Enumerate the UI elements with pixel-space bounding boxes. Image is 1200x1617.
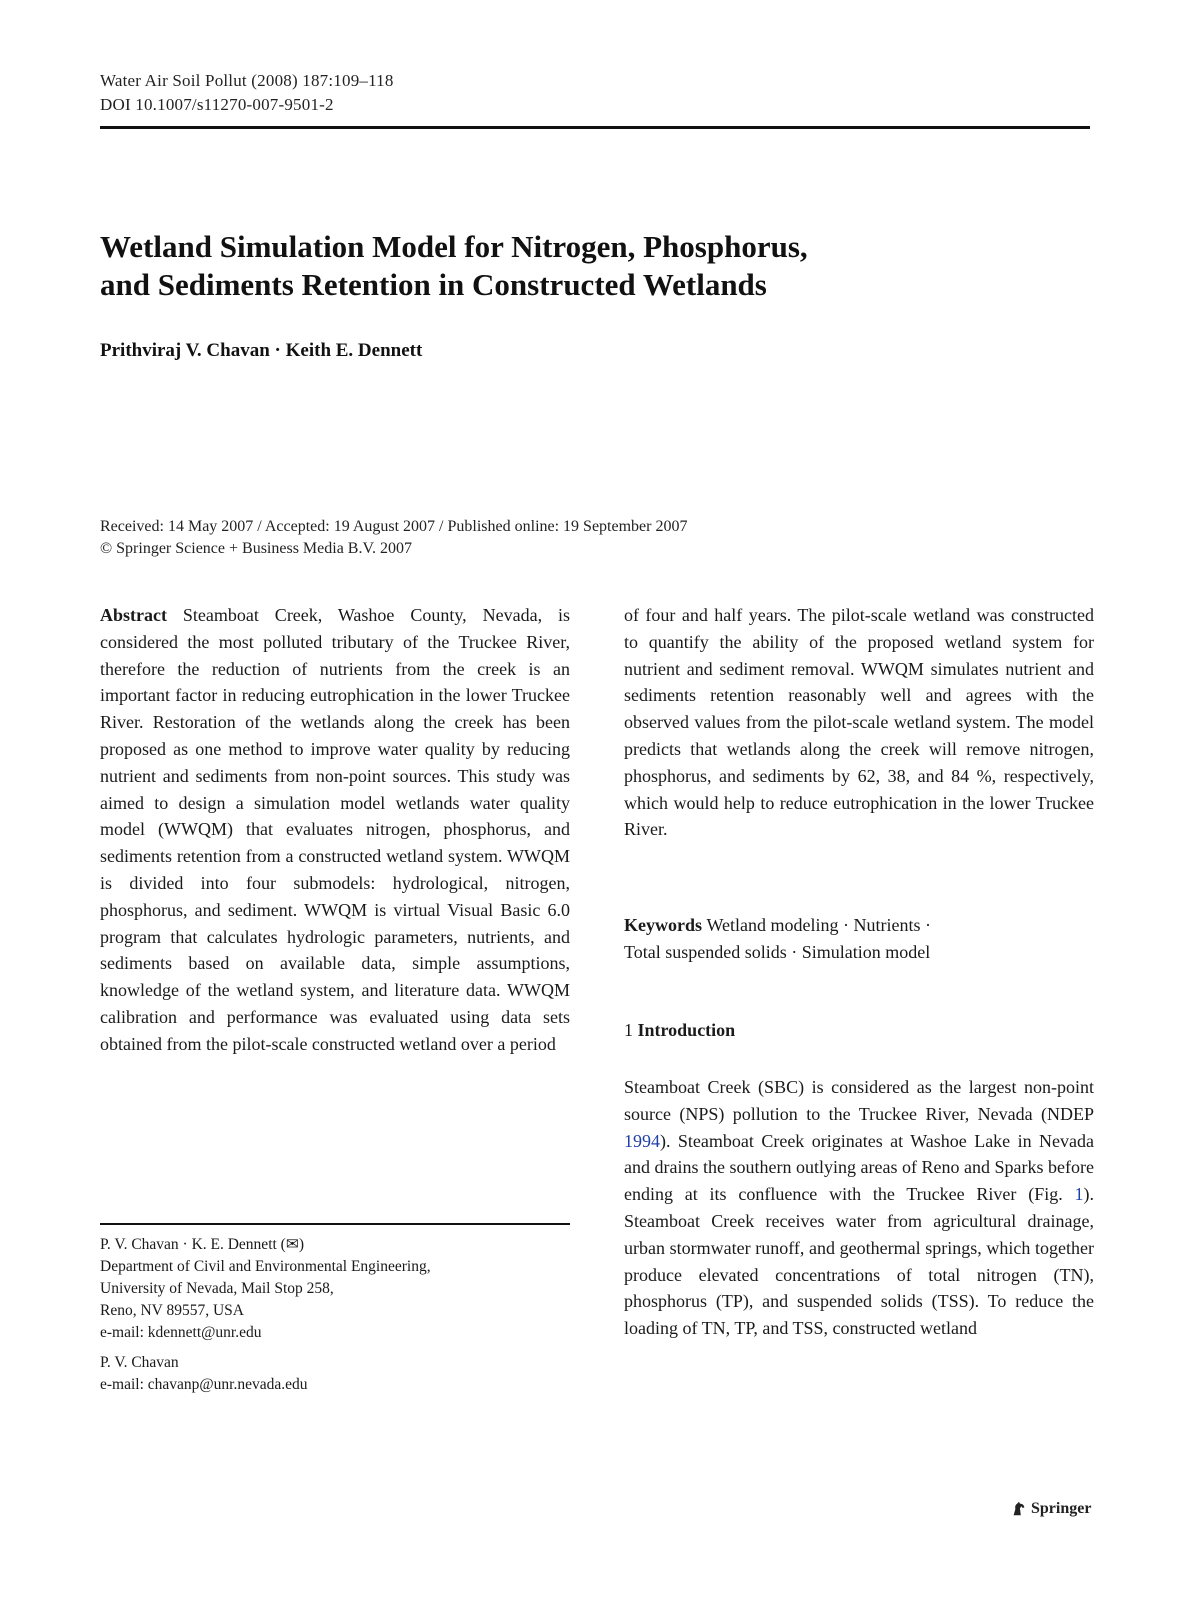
intro-text-1: Steamboat Creek (SBC) is considered as the largest non-point source (NPS) pollution to the Truckee River, Nevada (NDEP <box>624 1077 1094 1124</box>
footnote-rule <box>100 1223 570 1225</box>
publisher-name: Springer <box>1031 1500 1092 1517</box>
email-dennett[interactable]: e-mail: kdennett@unr.edu <box>100 1324 262 1341</box>
article-title <box>100 228 1100 304</box>
abstract-label: Abstract <box>100 605 167 625</box>
title-line-1: Wetland Simulation Model for Nitrogen, Phosphorus, <box>100 229 808 264</box>
keywords-line-1: Wetland modeling · Nutrients · <box>706 915 931 935</box>
journal-citation: Water Air Soil Pollut (2008) 187:109–118 <box>100 71 394 90</box>
author-list: Prithviraj V. Chavan · Keith E. Dennett <box>100 340 423 361</box>
email-chavan[interactable]: e-mail: chavanp@unr.nevada.edu <box>100 1376 308 1393</box>
keywords-line-2: Total suspended solids · Simulation model <box>624 941 931 962</box>
affiliation-block <box>100 1234 580 1396</box>
citation-link[interactable]: 1994 <box>624 1130 660 1151</box>
department: Department of Civil and Environmental Engineering, <box>100 1258 431 1275</box>
keywords <box>624 912 1094 966</box>
publisher-logo <box>1010 1500 1091 1518</box>
corresponding-authors: P. V. Chavan · K. E. Dennett (✉) <box>100 1236 304 1253</box>
section-title: Introduction <box>637 1020 736 1040</box>
doi[interactable]: DOI 10.1007/s11270-007-9501-2 <box>100 95 334 114</box>
figure-link[interactable]: 1 <box>1074 1184 1084 1205</box>
copyright: © Springer Science + Business Media B.V. 2007 <box>100 540 412 557</box>
title-line-2: and Sediments Retention in Constructed Wetlands <box>100 267 767 302</box>
intro-text-3: ). Steamboat Creek receives water from agricultural drainage, urban stormwater runoff, and geothermal springs, which together produce elevated concentrations of total nitrogen (TN), phosphorus (TP), and suspended solids (TSS). To reduce the loading of TN, TP, and TSS, constructed wetland <box>624 1184 1094 1339</box>
abstract-left <box>100 602 570 1058</box>
keywords-label: Keywords <box>624 915 702 935</box>
city: Reno, NV 89557, USA <box>100 1302 244 1319</box>
author-name-2: P. V. Chavan <box>100 1354 179 1371</box>
abstract-right: of four and half years. The pilot-scale wetland was constructed to quantify the ability of the proposed wetland system for nutrient and sediment removal. WWQM simulates nutrient and sediments retention reasonably well and agrees with the observed values from the pilot-scale wetland system. The model predicts that wetlands along the creek will remove nitrogen, phosphorus, and sediments by 62, 38, and 84 %, respectively, which would help to reduce eutrophication in the lower Truckee River. <box>624 605 1094 840</box>
header-rule <box>100 126 1090 129</box>
intro-text-2: ). Steamboat Creek originates at Washoe Lake in Nevada and drains the southern outlying areas of Reno and Sparks before ending at its confluence with the Truckee River (Fig. <box>624 1130 1094 1205</box>
article-history: Received: 14 May 2007 / Accepted: 19 August 2007 / Published online: 19 September 2007 <box>100 518 688 535</box>
university: University of Nevada, Mail Stop 258, <box>100 1280 334 1297</box>
introduction-paragraph <box>624 1074 1094 1342</box>
springer-horse-icon <box>1010 1500 1028 1518</box>
section-heading <box>624 1020 735 1041</box>
abstract-text-left: Steamboat Creek, Washoe County, Nevada, is considered the most polluted tributary of the Truckee River, therefore the reduction of nutrients from the creek is an important factor in reducing eutrophication in the lower Truckee River. Restoration of the wetlands along the creek has been proposed as one method to improve water quality by reducing nutrient and sediments from non-point sources. This study was aimed to design a simulation model wetlands water quality model (WWQM) that evaluates nitrogen, phosphorus, and sediments retention from a constructed wetland system. WWQM is divided into four submodels: hydrological, nitrogen, phosphorus, and sediment. WWQM is virtual Visual Basic 6.0 program that calculates hydrologic parameters, nutrients, and sediments based on available data, simple assumptions, knowledge of the wetland system, and literature data. WWQM calibration and performance was evaluated using data sets obtained from the pilot-scale constructed wetland over a period <box>100 605 570 1054</box>
section-number: 1 <box>624 1020 633 1040</box>
